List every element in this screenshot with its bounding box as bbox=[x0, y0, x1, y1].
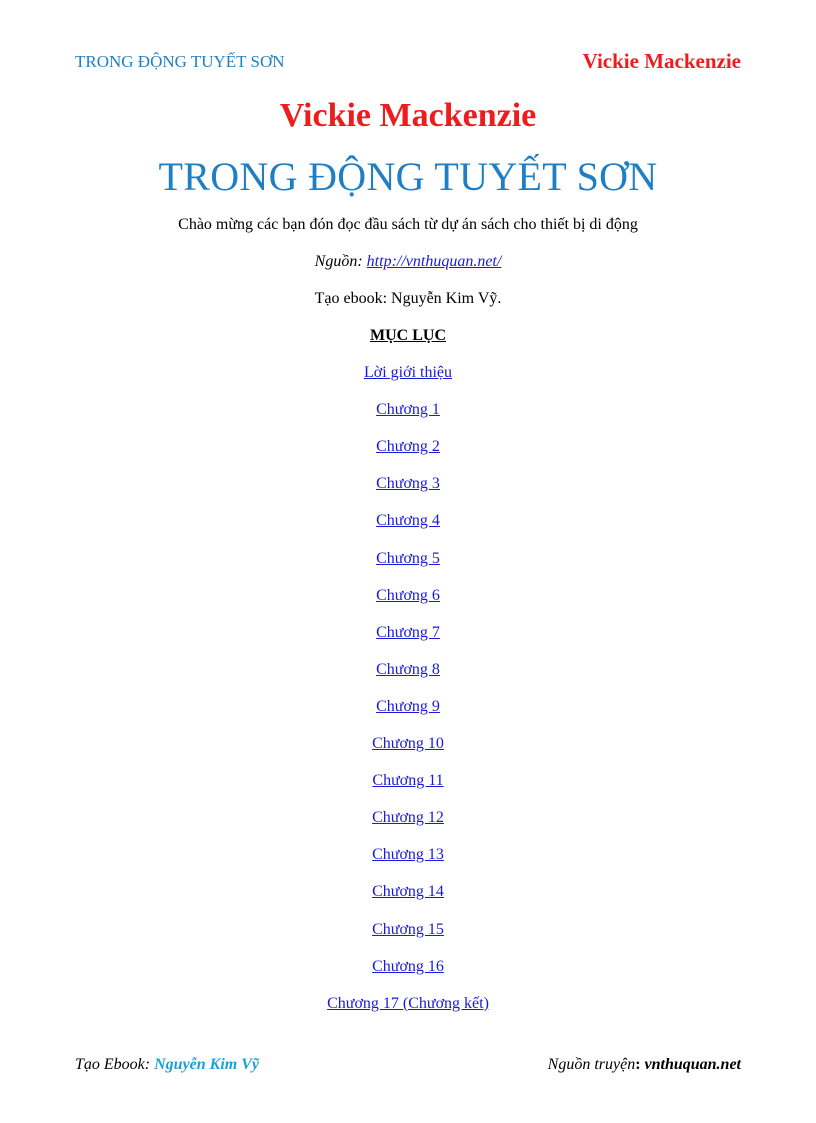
running-header-title: TRONG ĐỘNG TUYẾT SƠN bbox=[75, 52, 285, 71]
footer-source-label: Nguồn truyện bbox=[547, 1056, 636, 1073]
welcome-text: Chào mừng các bạn đón đọc đầu sách từ dự án sách cho thiết bị di động bbox=[178, 216, 638, 233]
toc-link[interactable]: Chương 8 bbox=[376, 660, 440, 678]
toc-item bbox=[0, 475, 816, 493]
source-label: Nguồn: bbox=[314, 253, 363, 270]
toc-item bbox=[0, 846, 816, 864]
toc-item bbox=[0, 883, 816, 901]
toc-link[interactable]: Chương 10 bbox=[372, 735, 444, 752]
book-author: Vickie Mackenzie bbox=[279, 97, 537, 134]
toc-item bbox=[0, 958, 816, 976]
source-line bbox=[0, 253, 816, 271]
ebook-creator: Tạo ebook: Nguyễn Kim Vỹ. bbox=[314, 290, 502, 307]
footer-creator-label: Tạo Ebook bbox=[75, 1056, 145, 1073]
toc-link[interactable]: Chương 9 bbox=[376, 697, 440, 715]
toc-item bbox=[0, 735, 816, 753]
toc-heading: MỤC LỤC bbox=[370, 327, 446, 344]
toc-item bbox=[0, 550, 816, 568]
toc-link[interactable]: Chương 15 bbox=[372, 920, 444, 938]
toc-item bbox=[0, 772, 816, 790]
toc-link[interactable]: Chương 6 bbox=[376, 586, 440, 604]
toc-item bbox=[0, 921, 816, 939]
book-title: TRONG ĐỘNG TUYẾT SƠN bbox=[158, 154, 658, 199]
footer-creator-name: Nguyễn Kim Vỹ bbox=[154, 1056, 259, 1073]
toc-item bbox=[0, 995, 816, 1013]
toc-link[interactable]: Chương 14 bbox=[372, 883, 444, 901]
toc-link[interactable]: Chương 11 bbox=[372, 772, 444, 790]
toc-link[interactable]: Chương 2 bbox=[376, 438, 440, 456]
toc-link[interactable]: Chương 7 bbox=[376, 623, 440, 641]
toc-link[interactable]: Chương 5 bbox=[376, 549, 440, 567]
footer-source: Nguồn truyện: vnthuquan.net bbox=[547, 1056, 741, 1073]
source-link[interactable]: http://vnthuquan.net/ bbox=[366, 253, 502, 270]
toc-link[interactable]: Chương 1 bbox=[376, 401, 440, 419]
toc-link[interactable]: Lời giới thiệu bbox=[363, 364, 453, 381]
toc-item bbox=[0, 401, 816, 419]
toc-link[interactable]: Chương 12 bbox=[372, 809, 444, 827]
toc-item bbox=[0, 587, 816, 605]
toc-item bbox=[0, 698, 816, 716]
footer-source-site: vnthuquan.net bbox=[644, 1056, 741, 1073]
footer-creator: Tạo Ebook: Nguyễn Kim Vỹ bbox=[75, 1056, 259, 1073]
toc-link[interactable]: Chương 13 bbox=[372, 846, 444, 864]
toc-item bbox=[0, 438, 816, 456]
toc-item bbox=[0, 661, 816, 679]
toc-link[interactable]: Chương 3 bbox=[376, 475, 440, 493]
toc-item bbox=[0, 512, 816, 530]
toc-item bbox=[0, 809, 816, 827]
toc-link[interactable]: Chương 17 (Chương kết) bbox=[327, 994, 489, 1012]
running-header-author: Vickie Mackenzie bbox=[582, 49, 741, 73]
toc-link[interactable]: Chương 4 bbox=[376, 512, 440, 530]
toc-item bbox=[0, 364, 816, 382]
toc-item bbox=[0, 624, 816, 642]
toc-link[interactable]: Chương 16 bbox=[372, 957, 444, 975]
